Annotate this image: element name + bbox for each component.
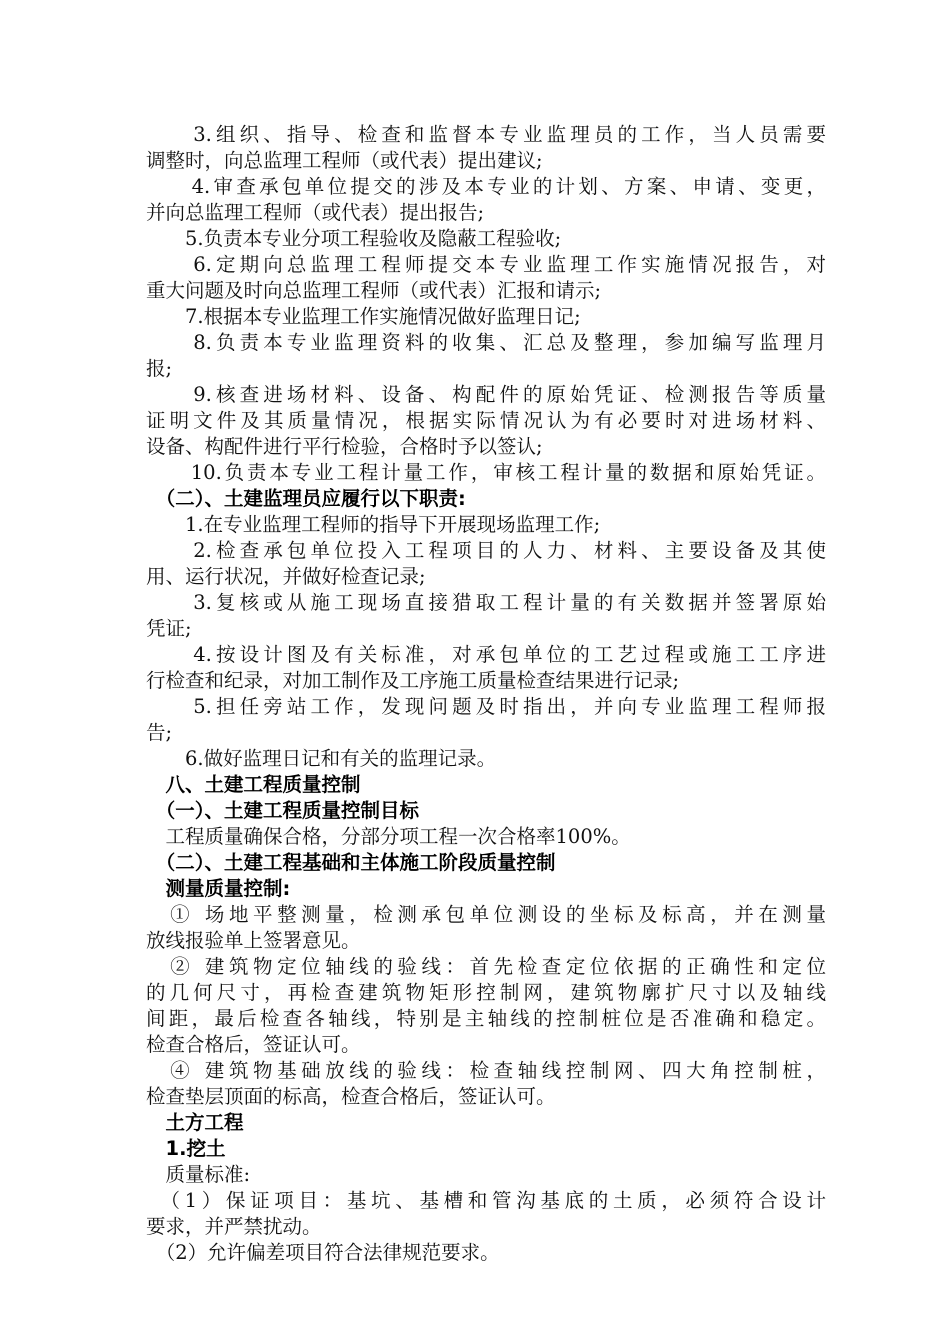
text-line: ① 场地平整测量，检测承包单位测设的坐标及标高，并在测量	[146, 903, 826, 926]
text-line: 告;	[146, 721, 173, 744]
text-line: 用、运行状况，并做好检查记录;	[146, 565, 426, 588]
text-line: 质量标准:	[146, 1163, 251, 1186]
text-line: 要求，并严禁扰动。	[146, 1215, 322, 1238]
text-line: 7.根据本专业监理工作实施情况做好监理日记;	[146, 305, 581, 328]
section-heading: （一）、土建工程质量控制目标	[146, 799, 420, 822]
text-line: 工程质量确保合格，分部分项工程一次合格率100%。	[146, 825, 631, 848]
section-heading: 土方工程	[146, 1111, 244, 1134]
text-line: 间距，最后检查各轴线，特别是主轴线的控制桩位是否准确和稳定。	[146, 1007, 826, 1030]
text-line: 的几何尺寸，再检查建筑物矩形控制网，建筑物廓扩尺寸以及轴线	[146, 981, 826, 1004]
text-line: 并向总监理工程师（或代表）提出报告;	[146, 201, 485, 224]
text-line: 报;	[146, 357, 173, 380]
text-line: 4.按设计图及有关标准，对承包单位的工艺过程或施工工序进	[146, 643, 826, 666]
text-line: 检查垫层顶面的标高，检查合格后，签证认可。	[146, 1085, 556, 1108]
section-heading: （二）、土建工程基础和主体施工阶段质量控制	[146, 851, 556, 874]
text-line: 8.负责本专业监理资料的收集、汇总及整理，参加编写监理月	[146, 331, 826, 354]
text-line: 放线报验单上签署意见。	[146, 929, 361, 952]
text-line: 5.担任旁站工作，发现问题及时指出，并向专业监理工程师报	[146, 695, 826, 718]
text-line: （1）保证项目：基坑、基槽和管沟基底的土质，必须符合设计	[146, 1189, 826, 1212]
text-line: 凭证;	[146, 617, 192, 640]
text-line: 2.检查承包单位投入工程项目的人力、材料、主要设备及其使	[146, 539, 826, 562]
text-line: 行检查和纪录，对加工制作及工序施工质量检查结果进行记录;	[146, 669, 680, 692]
text-line: 1.在专业监理工程师的指导下开展现场监理工作;	[146, 513, 601, 536]
text-line: 9.核查进场材料、设备、构配件的原始凭证、检测报告等质量	[146, 383, 826, 406]
text-line: 设备、构配件进行平行检验，合格时予以签认;	[146, 435, 543, 458]
text-line: 检查合格后，签证认可。	[146, 1033, 361, 1056]
section-heading: 1.挖土	[146, 1137, 226, 1160]
section-heading: 测量质量控制:	[146, 877, 291, 900]
section-heading: （二）、土建监理员应履行以下职责:	[146, 487, 466, 510]
text-line: 3.复核或从施工现场直接猎取工程计量的有关数据并签署原始	[146, 591, 826, 614]
text-line: 6.做好监理日记和有关的监理记录。	[146, 747, 497, 770]
text-line: 10.负责本专业工程计量工作，审核工程计量的数据和原始凭证。	[146, 461, 826, 484]
text-line: （2）允许偏差项目符合法律规范要求。	[146, 1241, 500, 1264]
text-line: 3.组织、指导、检查和监督本专业监理员的工作，当人员需要	[146, 123, 826, 146]
text-line: 5.负责本专业分项工程验收及隐蔽工程验收;	[146, 227, 562, 250]
text-line: ② 建筑物定位轴线的验线：首先检查定位依据的正确性和定位	[146, 955, 826, 978]
text-line: 调整时，向总监理工程师（或代表）提出建议;	[146, 149, 543, 172]
section-heading: 八、土建工程质量控制	[146, 773, 361, 796]
text-line: 6.定期向总监理工程师提交本专业监理工作实施情况报告，对	[146, 253, 826, 276]
text-line: 重大问题及时向总监理工程师（或代表）汇报和请示;	[146, 279, 602, 302]
text-line: 4.审查承包单位提交的涉及本专业的计划、方案、申请、变更，	[146, 175, 826, 198]
text-line: 证明文件及其质量情况，根据实际情况认为有必要时对进场材料、	[146, 409, 826, 432]
text-line: ④ 建筑物基础放线的验线：检查轴线控制网、四大角控制桩，	[146, 1059, 826, 1082]
